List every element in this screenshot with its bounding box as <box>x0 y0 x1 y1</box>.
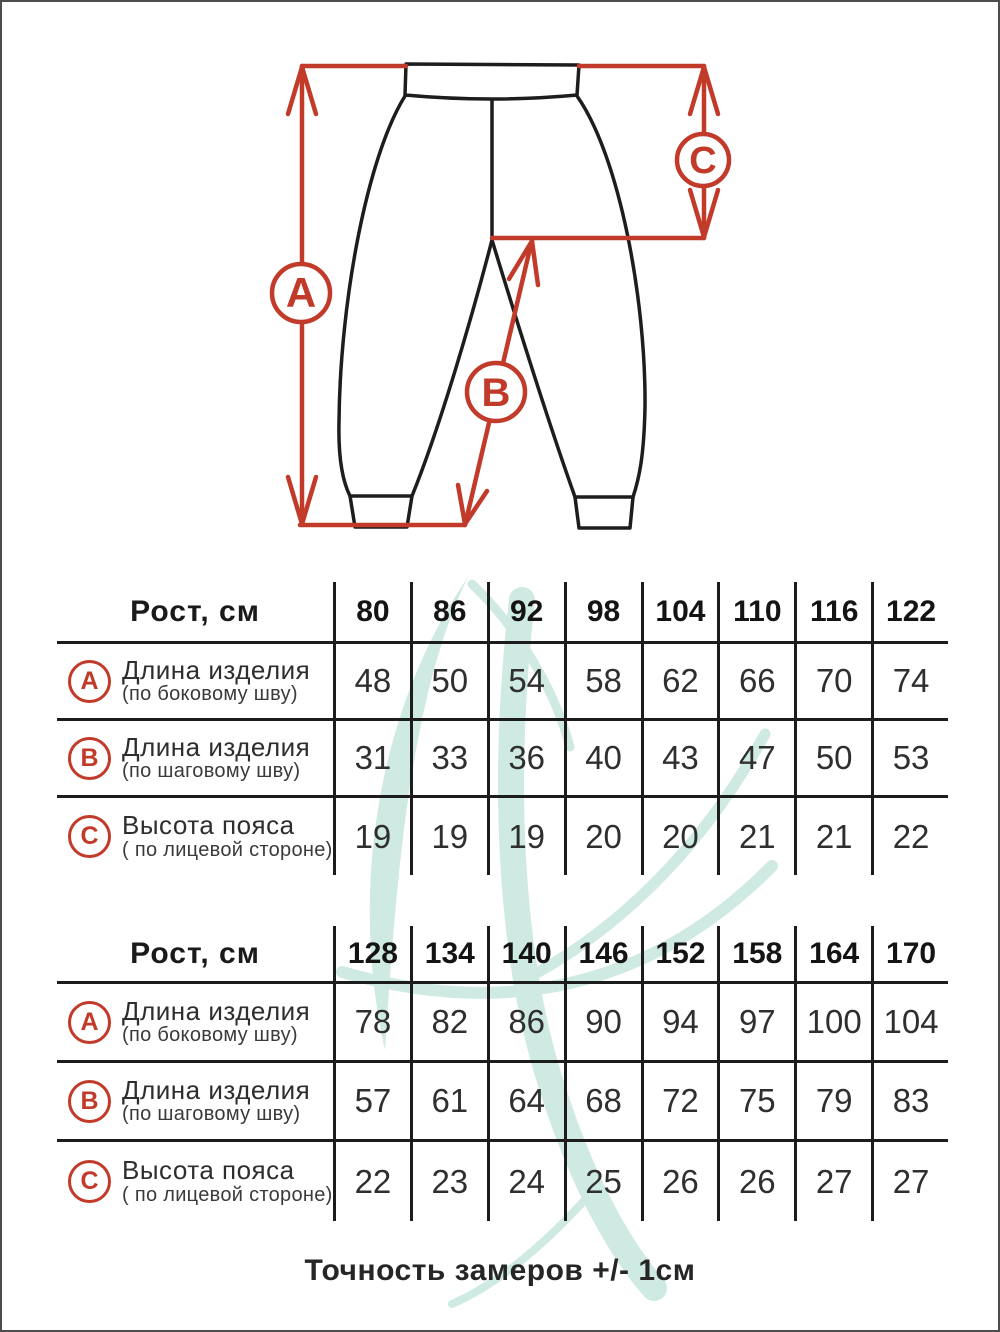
table2-rowB-value: 61 <box>410 1063 487 1142</box>
table1-rowB-value: 50 <box>794 721 871 798</box>
marker-b-badge: B <box>68 737 111 780</box>
table2-rowC-value: 27 <box>871 1142 948 1221</box>
marker-c-badge: C <box>68 815 111 858</box>
table2-rowC-value: 22 <box>333 1142 410 1221</box>
pants-right-outer-seam <box>577 96 645 497</box>
table1-rowA-label <box>57 644 333 721</box>
rowC-title: Высота пояса <box>122 810 295 841</box>
table2-rowC-value: 24 <box>487 1142 564 1221</box>
table1-rowB-value: 33 <box>410 721 487 798</box>
table2-size: 152 <box>641 926 718 984</box>
table1-size: 110 <box>717 582 794 644</box>
table2-rowA-value: 94 <box>641 984 718 1063</box>
table1-rowA-value: 62 <box>641 644 718 721</box>
table1-rowC-value: 20 <box>564 798 641 875</box>
pants-waistband <box>405 64 579 99</box>
rowC-title: Высота пояса <box>122 1155 295 1186</box>
table2-rowB-value: 83 <box>871 1063 948 1142</box>
table1-size: 92 <box>487 582 564 644</box>
table1-size: 104 <box>641 582 718 644</box>
table2-rowB-value: 68 <box>564 1063 641 1142</box>
table2-rowC-value: 23 <box>410 1142 487 1221</box>
rowA-title: Длина изделия <box>122 995 311 1026</box>
marker-b-badge: B <box>68 1080 111 1123</box>
marker-a-badge: A <box>68 660 111 703</box>
table1-header-text: Рост, см <box>130 594 260 628</box>
table1-rowC-value: 19 <box>487 798 564 875</box>
size-table-128-170 <box>57 926 948 1221</box>
pants-left-outer-seam <box>339 96 405 496</box>
table1-rowB-label <box>57 721 333 798</box>
table2-rowA-value: 78 <box>333 984 410 1063</box>
marker-c-badge: C <box>68 1160 111 1203</box>
rowC-subtitle: ( по лицевой стороне) <box>122 1183 333 1206</box>
table2-rowC-value: 26 <box>717 1142 794 1221</box>
size-table-80-122 <box>57 582 948 875</box>
table2-header-text: Рост, см <box>130 936 260 970</box>
table2-rowB-label <box>57 1063 333 1142</box>
table1-header-label <box>57 582 333 644</box>
table1-rowB-value: 47 <box>717 721 794 798</box>
table1-size: 80 <box>333 582 410 644</box>
table1-rowA-value: 48 <box>333 644 410 721</box>
rowB-title: Длина изделия <box>122 731 311 762</box>
table1-rowC-value: 20 <box>641 798 718 875</box>
table2-rowC-value: 25 <box>564 1142 641 1221</box>
marker-c-letter: C <box>689 140 717 182</box>
table1-rowC-label <box>57 798 333 875</box>
rowB-subtitle: (по шаговому шву) <box>122 760 301 783</box>
table1-size: 116 <box>794 582 871 644</box>
table2-rowB-value: 79 <box>794 1063 871 1142</box>
table2-size: 170 <box>871 926 948 984</box>
table1-rowC-value: 21 <box>717 798 794 875</box>
table1-rowB-value: 43 <box>641 721 718 798</box>
table1-rowC-value: 21 <box>794 798 871 875</box>
table2-rowC-value: 26 <box>641 1142 718 1221</box>
table1-rowA-value: 54 <box>487 644 564 721</box>
table2-rowB-value: 72 <box>641 1063 718 1142</box>
table1-rowA-value: 74 <box>871 644 948 721</box>
rowA-title: Длина изделия <box>122 654 311 685</box>
table1-rowA-value: 66 <box>717 644 794 721</box>
table2-rowB-value: 64 <box>487 1063 564 1142</box>
table2-size: 128 <box>333 926 410 984</box>
table2-rowC-value: 27 <box>794 1142 871 1221</box>
rowB-subtitle: (по шаговому шву) <box>122 1103 301 1126</box>
table1-rowA-value: 50 <box>410 644 487 721</box>
table2-size: 140 <box>487 926 564 984</box>
rowC-subtitle: ( по лицевой стороне) <box>122 838 333 861</box>
table2-rowA-value: 104 <box>871 984 948 1063</box>
rowA-subtitle: (по боковому шву) <box>122 1024 298 1047</box>
table1-rowC-value: 19 <box>410 798 487 875</box>
table1-rowB-value: 53 <box>871 721 948 798</box>
pants-left-cuff <box>350 496 412 527</box>
table2-rowA-value: 82 <box>410 984 487 1063</box>
table1-size: 86 <box>410 582 487 644</box>
table1-rowA-value: 58 <box>564 644 641 721</box>
table2-rowA-value: 90 <box>564 984 641 1063</box>
table2-size: 134 <box>410 926 487 984</box>
table1-size: 122 <box>871 582 948 644</box>
marker-a-letter: A <box>285 269 317 316</box>
table1-size: 98 <box>564 582 641 644</box>
table2-header-label <box>57 926 333 984</box>
marker-a-badge: A <box>68 1001 111 1044</box>
table1-rowB-value: 36 <box>487 721 564 798</box>
table1-rowB-value: 40 <box>564 721 641 798</box>
table1-rowC-value: 19 <box>333 798 410 875</box>
rowA-subtitle: (по боковому шву) <box>122 683 298 706</box>
table2-rowB-value: 75 <box>717 1063 794 1142</box>
pants-right-cuff <box>575 497 633 528</box>
measurement-accuracy-note: Точность замеров +/- 1см <box>304 1254 696 1287</box>
table1-rowC-value: 22 <box>871 798 948 875</box>
table2-rowC-label <box>57 1142 333 1221</box>
table2-rowA-value: 100 <box>794 984 871 1063</box>
marker-b-letter: B <box>481 371 511 415</box>
table2-size: 164 <box>794 926 871 984</box>
rowB-title: Длина изделия <box>122 1074 311 1105</box>
table2-rowA-value: 97 <box>717 984 794 1063</box>
table1-rowB-value: 31 <box>333 721 410 798</box>
table2-rowA-value: 86 <box>487 984 564 1063</box>
table2-rowB-value: 57 <box>333 1063 410 1142</box>
table1-rowA-value: 70 <box>794 644 871 721</box>
table2-size: 146 <box>564 926 641 984</box>
table2-rowA-label <box>57 984 333 1063</box>
table2-size: 158 <box>717 926 794 984</box>
